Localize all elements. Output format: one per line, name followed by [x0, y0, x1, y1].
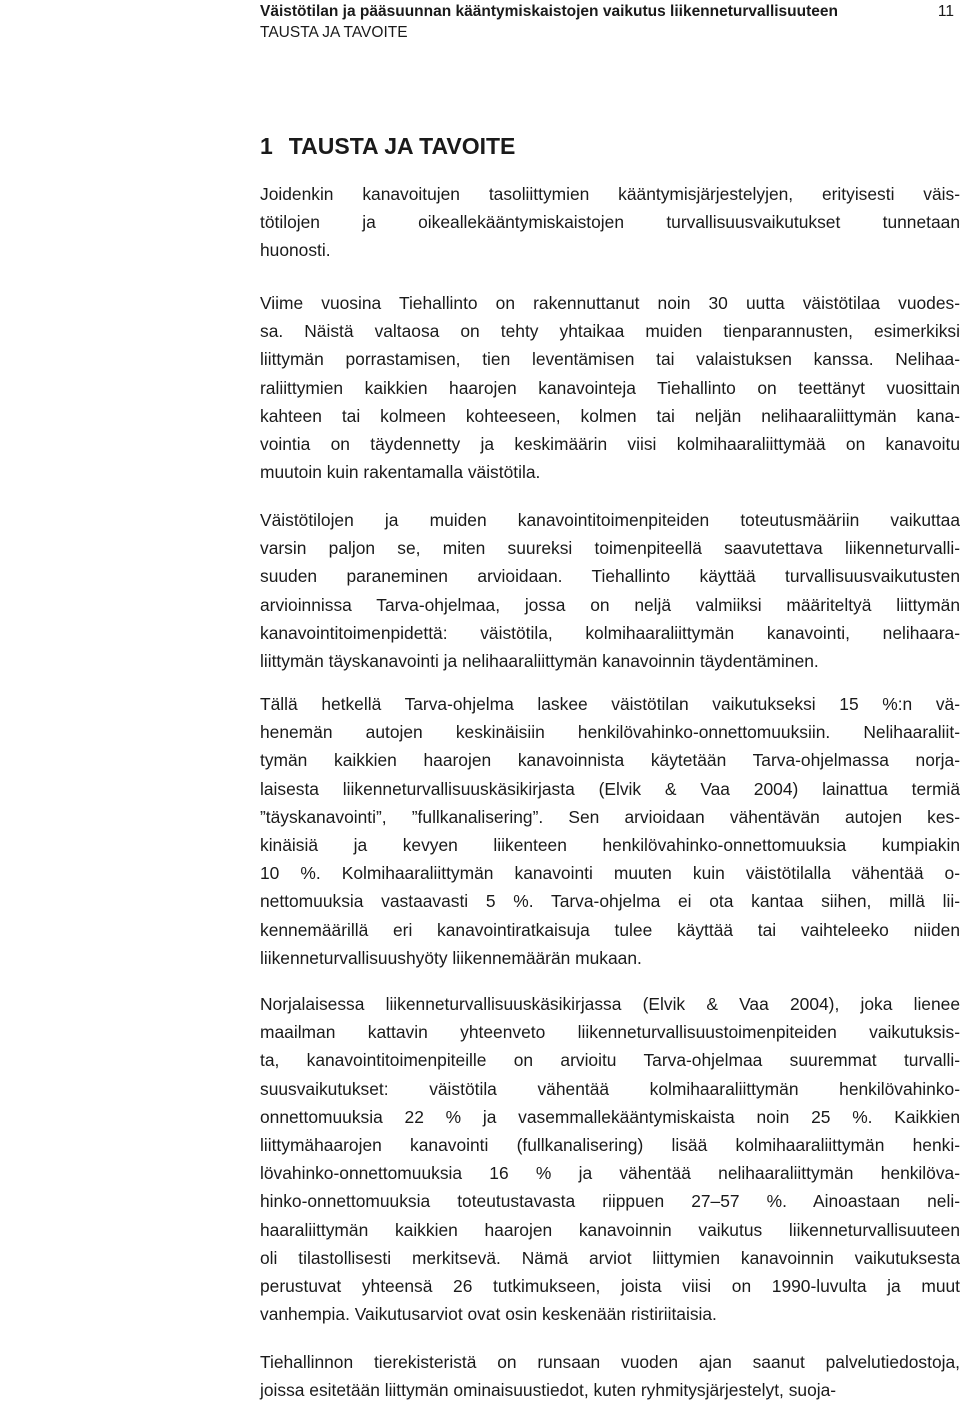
text-line: raliittymien kaikkien haarojen kanavointeja Tiehallinto on teettänyt vuosittain: [260, 377, 960, 398]
text-line: 10 %. Kolmihaaraliittymän kanavointi muuten kuin väistötilalla vähentää o-: [260, 863, 960, 884]
text-line: nettomuuksia vastaavasti 5 %. Tarva-ohjelma ei ota kantaa siihen, millä lii-: [260, 891, 960, 912]
text-line: kahteen tai kolmeen kohteeseen, kolmen tai neljän nelihaaraliittymän kana-: [260, 405, 960, 426]
text-line: laisesta liikenneturvallisuuskäsikirjasta (Elvik & Vaa 2004) lainattua termiä: [260, 778, 960, 799]
running-header-section: TAUSTA JA TAVOITE: [260, 24, 408, 41]
text-line: haaraliittymän kaikkien haarojen kanavoinnin vaikutus liikenneturvallisuuteen: [260, 1219, 960, 1240]
text-line: hinko-onnettomuuksia toteutustavasta riippuen 27–57 %. Ainoastaan neli-: [260, 1191, 960, 1212]
text-line: Norjalaisessa liikenneturvallisuuskäsikirjassa (Elvik & Vaa 2004), joka lienee: [260, 994, 960, 1014]
page-number: 11: [937, 3, 954, 20]
paragraph: [260, 289, 960, 486]
text-line: kennemäärillä eri kanavointiratkaisuja tulee käyttää tai vaihteleeko niiden: [260, 919, 960, 940]
text-line: sa. Näistä valtaosa on tehty yhtaikaa muiden tienparannusten, esimerkiksi: [260, 321, 960, 342]
text-line: joissa esitetään liittymän ominaisuustiedot, kuten ryhmitysjärjestelyt, suoja-: [260, 1380, 837, 1401]
running-header-title: Väistötilan ja pääsuunnan kääntymiskaistojen vaikutus liikenneturvallisuuteen: [260, 3, 838, 20]
text-line: kinäisiä ja kevyen liikenteen henkilövahinko-onnettomuuksia kumpiakin: [260, 834, 960, 855]
text-line: onnettomuuksia 22 % ja vasemmallekääntymiskaista noin 25 %. Kaikkien: [260, 1106, 960, 1127]
text-line: Viime vuosina Tiehallinto on rakennuttanut noin 30 uutta väistötilaa vuodes-: [260, 293, 960, 313]
paragraph: [260, 506, 960, 675]
text-line: liittymän täyskanavointi ja nelihaaraliittymän kanavoinnin täydentäminen.: [260, 650, 819, 671]
text-line: ”täyskanavointi”, ”fullkanalisering”. Sen arvioidaan vähentävän autojen kes-: [260, 806, 960, 827]
text-line: huonosti.: [260, 240, 331, 261]
text-line: arvioinnissa Tarva-ohjelmaa, jossa on neljä valmiiksi määriteltyä liittymän: [260, 594, 960, 615]
text-line: vointia on täydennetty ja keskimäärin viisi kolmihaaraliittymää on kanavoitu: [260, 433, 960, 454]
text-line: liikenneturvallisuushyöty liikennemäärän mukaan.: [260, 947, 642, 968]
text-line: vanhempia. Vaikutusarviot ovat osin keskenään ristiriitaisia.: [260, 1304, 717, 1325]
text-line: varsin paljon se, miten suureksi toimenpiteellä saavutettava liikenneturvalli-: [260, 538, 960, 559]
text-line: henemän autojen keskinäisiin henkilövahinko-onnettomuuksiin. Nelihaaraliit-: [260, 722, 960, 743]
paragraph: [260, 990, 960, 1328]
text-line: Väistötilojen ja muiden kanavointitoimenpiteiden toteutusmääriin vaikuttaa: [260, 510, 960, 530]
text-line: Joidenkin kanavoitujen tasoliittymien kääntymisjärjestelyjen, erityisesti väis-: [260, 184, 960, 204]
text-line: tötilojen ja oikeallekääntymiskaistojen turvallisuusvaikutukset tunnetaan: [260, 212, 960, 233]
text-line: suusvaikutukset: väistötila vähentää kolmihaaraliittymän henkilövahinko-: [260, 1078, 960, 1099]
text-line: oli tilastollisesti merkitsevä. Nämä arviot liittymien kanavoinnin vaikutuksesta: [260, 1247, 960, 1268]
chapter-title: TAUSTA JA TAVOITE: [288, 133, 516, 159]
chapter-heading: [260, 131, 515, 161]
text-line: tymän kaikkien haarojen kanavoinnista käytetään Tarva-ohjelmassa norja-: [260, 750, 960, 771]
text-line: maailman kattavin yhteenveto liikenneturvallisuustoimenpiteiden vaikutuksis-: [260, 1022, 960, 1043]
text-line: ta, kanavointitoimenpiteille on arvioitu Tarva-ohjelmaa suuremmat turvalli-: [260, 1050, 960, 1071]
text-line: liittymähaarojen kanavointi (fullkanalisering) lisää kolmihaaraliittymän henki-: [260, 1134, 960, 1155]
text-line: liittymän porrastamisen, tien leventämisen tai valaistuksen kanssa. Nelihaa-: [260, 349, 960, 370]
text-line: lövahinko-onnettomuuksia 16 % ja vähentää nelihaaraliittymän henkilöva-: [260, 1163, 960, 1184]
text-line: Tiehallinnon tierekisteristä on runsaan vuoden ajan saanut palvelutiedostoja,: [260, 1352, 960, 1372]
text-line: suuden paraneminen arvioidaan. Tiehallinto käyttää turvallisuusvaikutusten: [260, 566, 960, 587]
chapter-number: 1: [260, 133, 273, 159]
paragraph: [260, 180, 960, 265]
text-line: muutoin kuin rakentamalla väistötila.: [260, 462, 541, 483]
paragraph: [260, 690, 960, 972]
text-line: kanavointitoimenpidettä: väistötila, kolmihaaraliittymän kanavointi, nelihaara-: [260, 622, 960, 643]
running-header: [260, 0, 960, 46]
text-line: perustuvat yhteensä 26 tutkimukseen, joista viisi on 1990-luvulta ja muut: [260, 1275, 960, 1296]
paragraph: [260, 1348, 960, 1404]
text-line: Tällä hetkellä Tarva-ohjelma laskee väistötilan vaikutukseksi 15 %:n vä-: [260, 694, 960, 714]
